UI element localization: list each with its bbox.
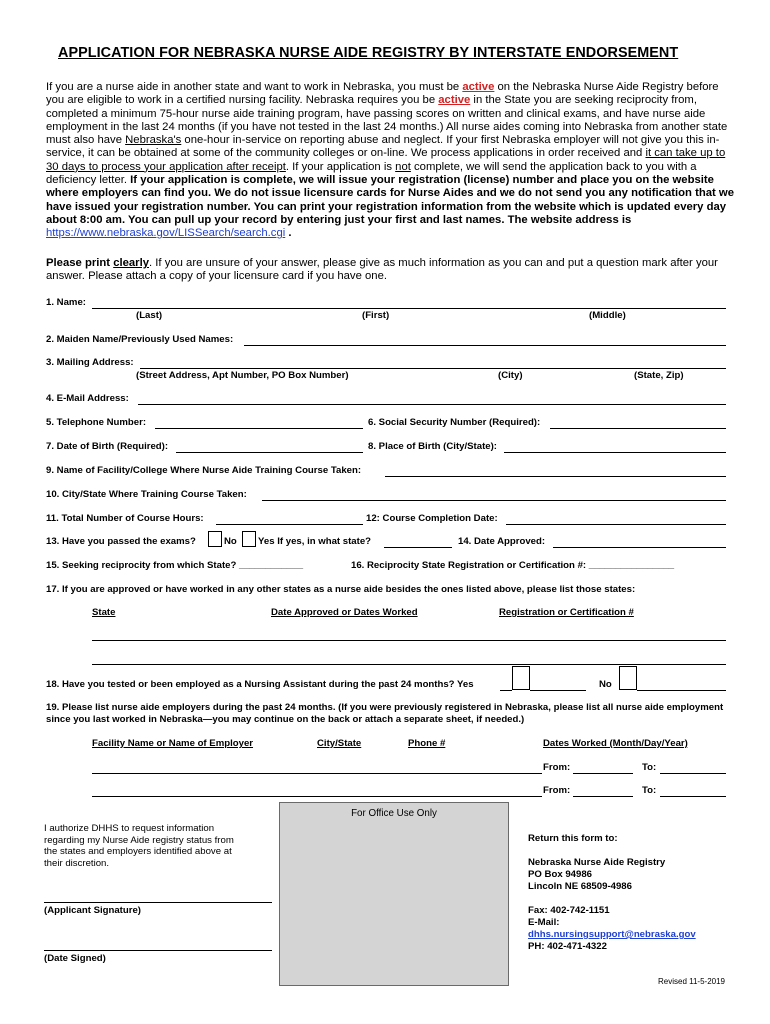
- return-heading: Return this form to:: [528, 833, 618, 844]
- office-use-label: For Office Use Only: [351, 808, 437, 819]
- city-caption: (City): [498, 370, 523, 381]
- return-po-box: PO Box 94986: [528, 869, 592, 880]
- pob-label: 8. Place of Birth (City/State):: [368, 441, 498, 452]
- revised-date: Revised 11-5-2019: [658, 977, 726, 986]
- reciprocity-registration-label: 16. Reciprocity State Registration or Certification #: ________________: [351, 560, 675, 571]
- intro-text-3: in the State you are seeking reciprocity from, completed a minimum 75-hour nurse aide training program, have passing scores on written and clinical exams, and have nurse aide employment in the last 24 months (if you have not tested in the last 24 months.) All nurse aides coming into Nebraska from another state must also have: [46, 94, 728, 147]
- col-city-header: City/State: [317, 738, 362, 749]
- street-caption: (Street Address, Apt Number, PO Box Number): [136, 370, 349, 381]
- tested-yes-underline-right: [530, 690, 586, 691]
- col-dates-header: Dates Worked (Month/Day/Year): [543, 738, 688, 749]
- col-state-header: State: [92, 607, 116, 618]
- registry-search-link[interactable]: https://www.nebraska.gov/LISSearch/search.cgi: [46, 227, 286, 240]
- exams-passed-label: 13. Have you passed the exams?: [46, 536, 196, 547]
- exams-no-label: No: [224, 536, 237, 547]
- print-instructions: [46, 257, 736, 284]
- intro-text-5: . If your application is: [285, 160, 396, 173]
- tested-no-checkbox[interactable]: [619, 666, 637, 690]
- state-zip-caption: (State, Zip): [634, 370, 684, 381]
- completion-date-label: 12: Course Completion Date:: [366, 513, 498, 524]
- mailing-address-field[interactable]: [140, 368, 726, 369]
- completion-date-field[interactable]: [506, 524, 726, 525]
- pob-field[interactable]: [504, 452, 726, 453]
- return-phone: PH: 402-471-4322: [528, 941, 607, 952]
- telephone-label: 5. Telephone Number:: [46, 417, 147, 428]
- tested-employed-label: 18. Have you tested or been employed as a Nursing Assistant during the past 24 months? Yes: [46, 679, 474, 690]
- maiden-name-field[interactable]: [244, 345, 726, 346]
- intro-end: .: [285, 227, 292, 240]
- print-rest: . If you are unsure of your answer, please give as much information as you can and put a question mark after your answer. Please attach a copy of your licensure card if you have one.: [46, 257, 718, 283]
- employer-row-2-field[interactable]: [92, 796, 542, 797]
- course-hours-label: 11. Total Number of Course Hours:: [46, 513, 204, 524]
- employer-row-1-field[interactable]: [92, 773, 542, 774]
- applicant-signature-caption: (Applicant Signature): [44, 905, 142, 916]
- return-email-label: E-Mail:: [528, 917, 560, 928]
- date-signed-caption: (Date Signed): [44, 953, 106, 964]
- employer-row-1-from-label: From:: [543, 762, 571, 773]
- tested-yes-checkbox[interactable]: [512, 666, 530, 690]
- intro-text-1: If you are a nurse aide in another state and want to work in Nebraska, you must be: [46, 81, 463, 93]
- office-use-box: [279, 802, 509, 986]
- training-city-field[interactable]: [262, 500, 726, 501]
- print-lead: Please print: [46, 257, 114, 269]
- email-label: 4. E-Mail Address:: [46, 393, 129, 404]
- intro-active-2: active: [438, 94, 471, 107]
- training-city-label: 10. City/State Where Training Course Taken:: [46, 489, 247, 500]
- first-name-caption: (First): [362, 310, 390, 321]
- name-field[interactable]: [92, 308, 726, 309]
- training-facility-label: 9. Name of Facility/College Where Nurse Aide Training Course Taken:: [46, 465, 362, 476]
- training-facility-field[interactable]: [385, 476, 726, 477]
- applicant-signature-field[interactable]: [44, 902, 272, 903]
- col-facility-header: Facility Name or Name of Employer: [92, 738, 254, 749]
- course-hours-field[interactable]: [216, 524, 363, 525]
- col-registration-header: Registration or Certification #: [499, 607, 634, 618]
- return-city: Lincoln NE 68509-4986: [528, 881, 632, 892]
- telephone-field[interactable]: [155, 428, 363, 429]
- name-label: 1. Name:: [46, 297, 86, 308]
- intro-text-2: on the Nebraska Nurse Aide Registry before you are eligible to work in a certified nursing facility. Nebraska requires you be: [46, 81, 719, 107]
- mailing-address-label: 3. Mailing Address:: [46, 357, 134, 368]
- tested-no-underline: [637, 690, 726, 691]
- tested-no-label: No: [599, 679, 612, 690]
- print-clearly: clearly: [113, 257, 149, 269]
- intro-text-6: complete, we will send the application back to you with a deficiency letter.: [46, 160, 697, 187]
- dob-field[interactable]: [176, 452, 363, 453]
- date-signed-field[interactable]: [44, 950, 272, 951]
- return-fax: Fax: 402-742-1151: [528, 905, 610, 916]
- reciprocity-state-label: 15. Seeking reciprocity from which State? ____________: [46, 560, 304, 571]
- ssn-field[interactable]: [550, 428, 726, 429]
- intro-active-1: active: [462, 81, 495, 93]
- employer-row-1-from-field[interactable]: [573, 773, 633, 774]
- exams-yes-checkbox[interactable]: [242, 531, 256, 547]
- last-name-caption: (Last): [136, 310, 163, 321]
- intro-nebraskas: Nebraska's: [125, 134, 182, 147]
- return-email-link[interactable]: dhhs.nursingsupport@nebraska.gov: [528, 929, 696, 940]
- intro-bold-notice: If your application is complete, we will issue your registration (license) number and place you on the website where employers can find you. We do not issue licensure cards for Nurse Aides and we do not send you any notification that we have issued your registration number. You can print your registration information from the website which is updated every day about 8:00 am. You can pull up your record by entering just your first and last names. The website address is: [46, 174, 734, 226]
- other-states-label: 17. If you are approved or have worked in any other states as a nurse aide besides the ones listed above, please list those states:: [46, 584, 636, 595]
- other-states-row-1[interactable]: [92, 640, 726, 641]
- return-org: Nebraska Nurse Aide Registry: [528, 857, 666, 868]
- ssn-label: 6. Social Security Number (Required):: [368, 417, 541, 428]
- col-date-approved-header: Date Approved or Dates Worked: [271, 607, 418, 618]
- employers-label: 19. Please list nurse aide employers during the past 24 months. (If you were previously registered in Nebraska, please list all nurse aide employment since you last worked in Nebraska—you may continue on the back or attach a separate sheet, if needed.): [46, 702, 724, 725]
- date-approved-label: 14. Date Approved:: [458, 536, 546, 547]
- form-title: APPLICATION FOR NEBRASKA NURSE AIDE REGISTRY BY INTERSTATE ENDORSEMENT: [58, 45, 679, 61]
- other-states-row-2[interactable]: [92, 664, 726, 665]
- intro-text-4: one-hour in-service on reporting abuse and neglect. If your first Nebraska employer will not give you this in-service, it can be obtained at some of the community colleges or on-line. We process applications in order received and: [46, 134, 720, 160]
- intro-processing-time: it can take up to 30 days to process your application after receipt: [46, 147, 726, 173]
- exams-no-checkbox[interactable]: [208, 531, 222, 547]
- intro-not: not: [395, 160, 411, 173]
- exam-state-field[interactable]: [384, 547, 452, 548]
- email-field[interactable]: [138, 404, 726, 405]
- col-phone-header: Phone #: [408, 738, 446, 749]
- employer-row-2-to-label: To:: [642, 785, 657, 796]
- employer-row-2-to-field[interactable]: [660, 796, 726, 797]
- tested-yes-underline: [500, 690, 512, 691]
- dob-label: 7. Date of Birth (Required):: [46, 441, 169, 452]
- exams-yes-label: Yes If yes, in what state?: [258, 536, 372, 547]
- employer-row-1-to-field[interactable]: [660, 773, 726, 774]
- date-approved-field[interactable]: [553, 547, 726, 548]
- employer-row-1-to-label: To:: [642, 762, 657, 773]
- maiden-name-label: 2. Maiden Name/Previously Used Names:: [46, 334, 234, 345]
- authorization-text: I authorize DHHS to request information regarding my Nurse Aide registry status from the states and employers identified above at their discretion.: [44, 823, 234, 869]
- employer-row-2-from-label: From:: [543, 785, 571, 796]
- intro-paragraph: [46, 81, 736, 241]
- middle-name-caption: (Middle): [589, 310, 626, 321]
- employer-row-2-from-field[interactable]: [573, 796, 633, 797]
